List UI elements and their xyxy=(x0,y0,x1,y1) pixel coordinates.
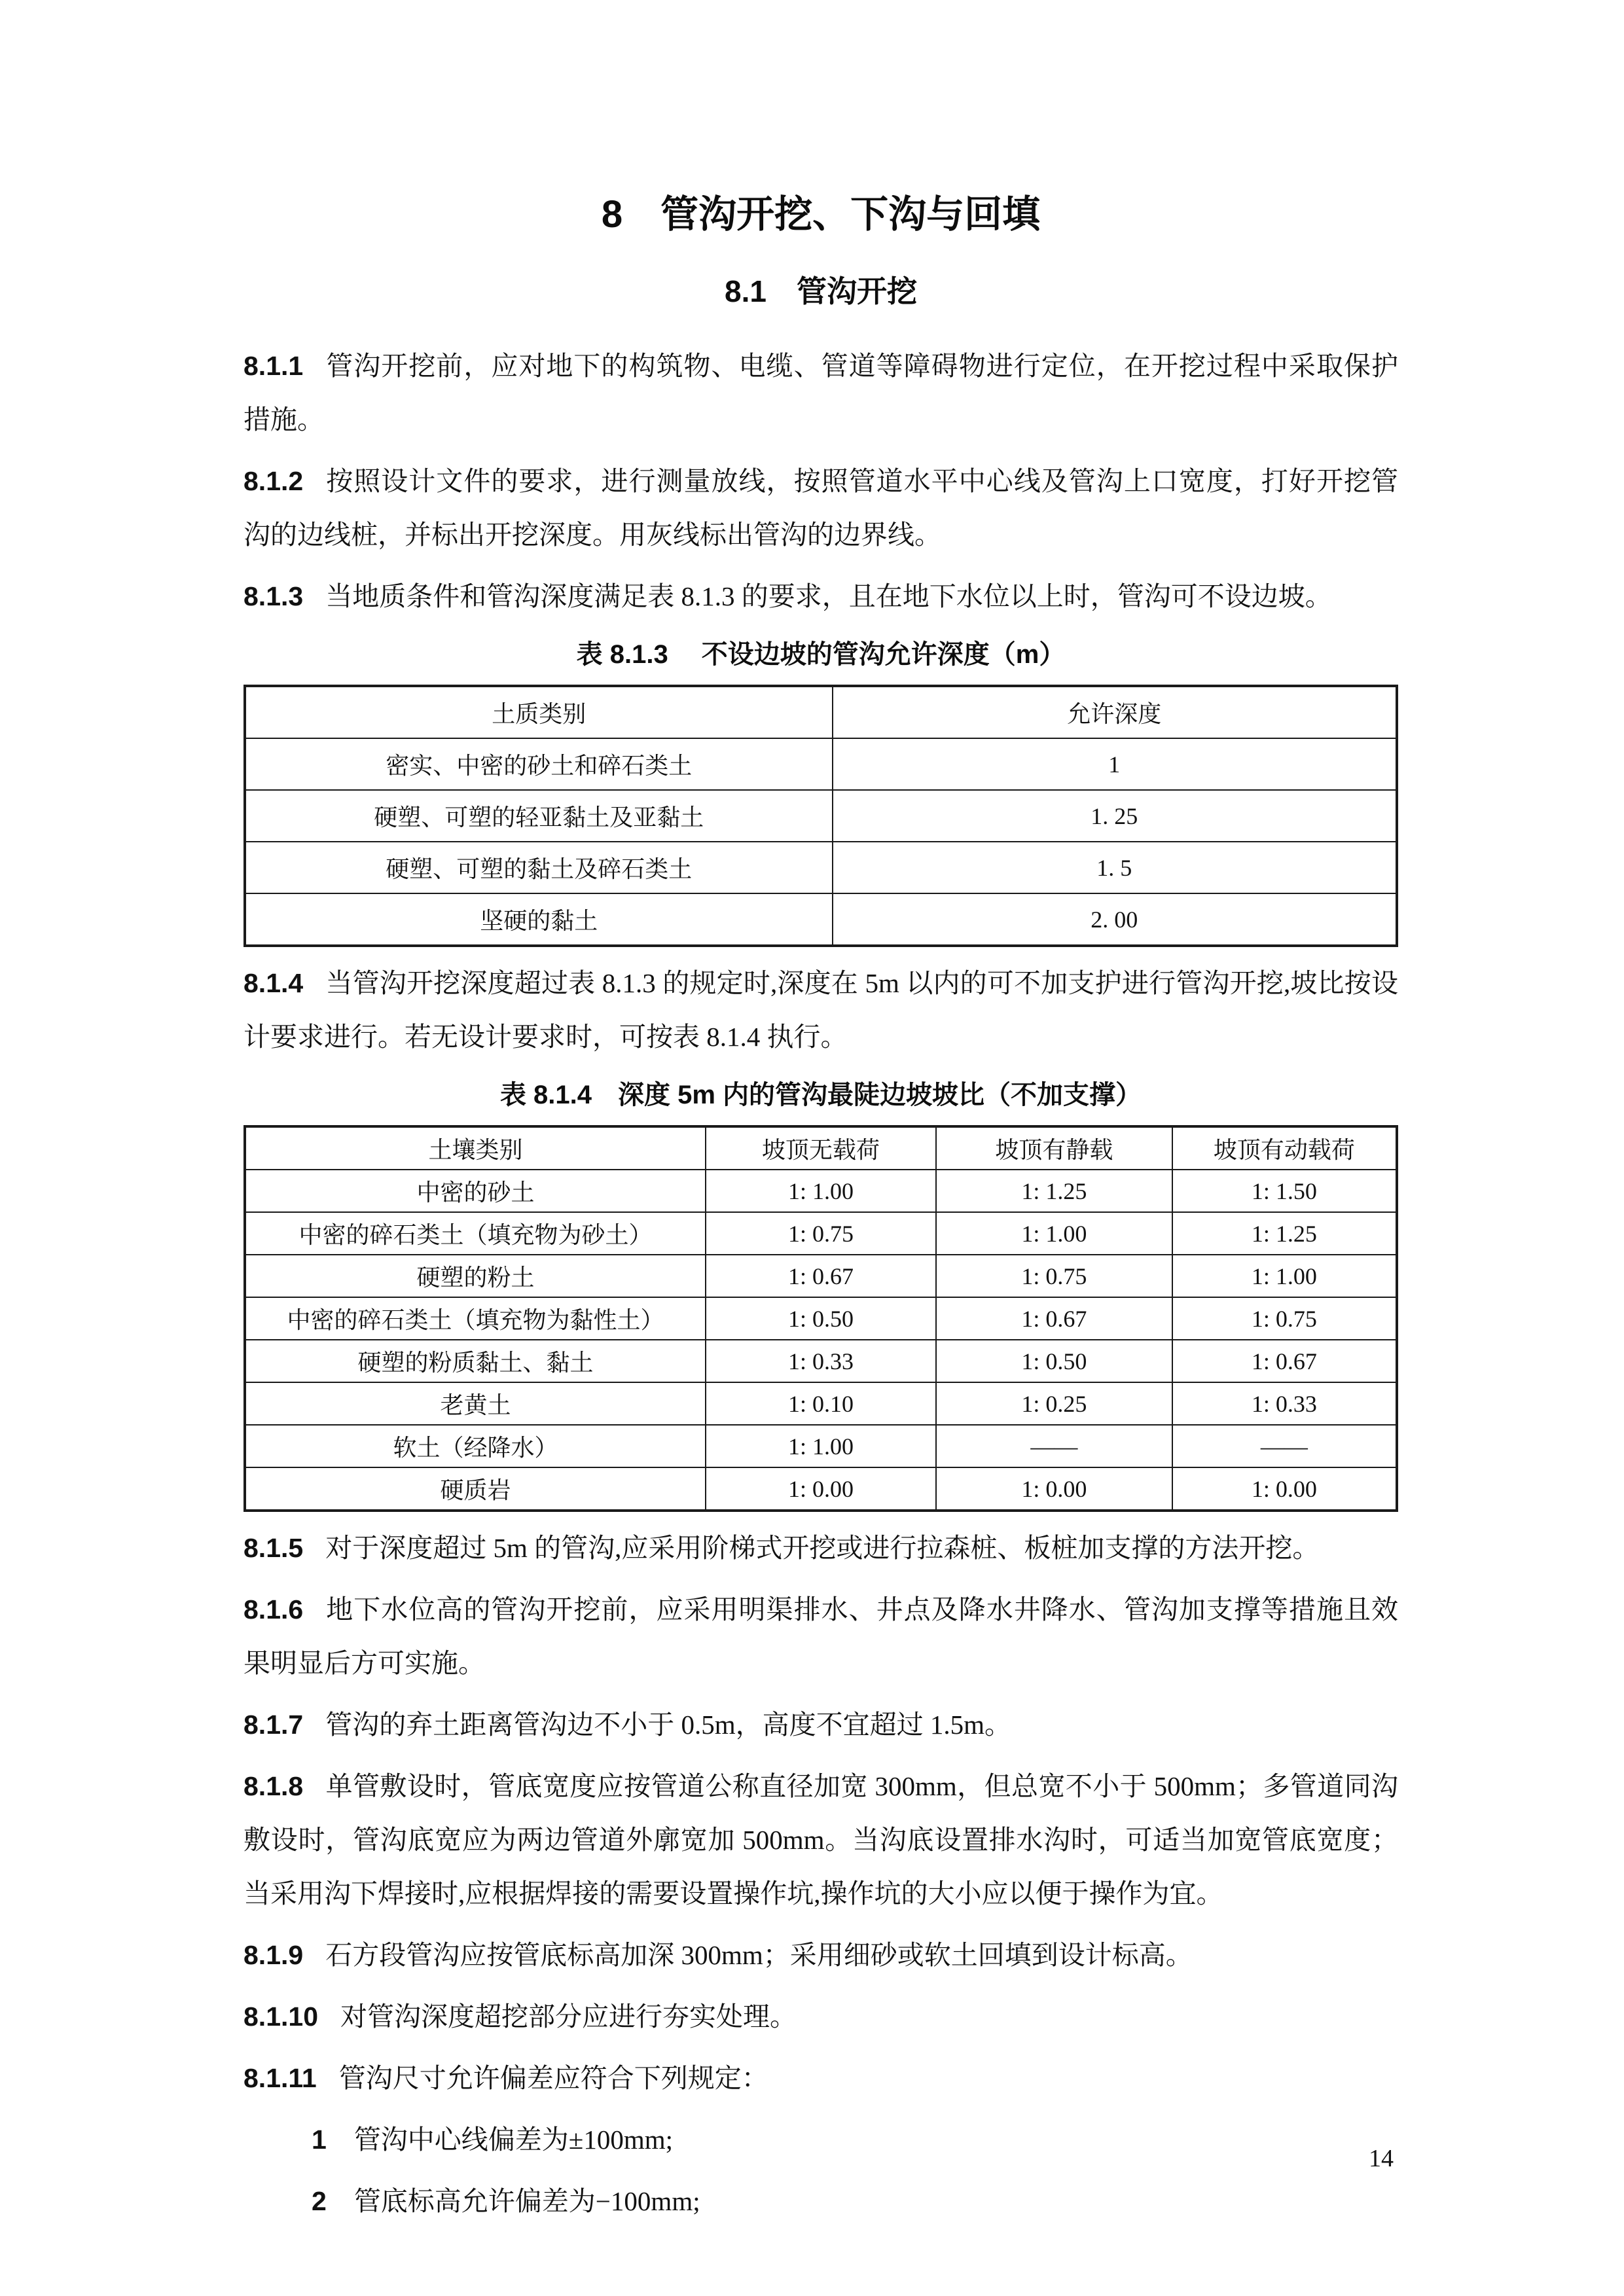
table-cell: 1: 1.00 xyxy=(706,1425,936,1467)
clause-number: 8.1.8 xyxy=(244,1771,304,1801)
clause-number: 8.1.11 xyxy=(244,2063,317,2093)
table-row xyxy=(245,1255,1397,1297)
subclause-text: 管沟中心线偏差为±100mm; xyxy=(353,2125,673,2155)
clause-8-1-3 xyxy=(244,569,1398,623)
table-row xyxy=(245,1425,1397,1467)
clause-text: 对于深度超过 5m 的管沟,应采用阶梯式开挖或进行拉森桩、板桩加支撑的方法开挖。 xyxy=(325,1533,1320,1563)
table-cell: 1: 0.00 xyxy=(936,1467,1172,1511)
clause-8-1-8 xyxy=(244,1759,1398,1920)
table-8-1-4-caption: 表 8.1.4 深度 5m 内的管沟最陡边坡坡比（不加支撑） xyxy=(499,1081,1142,1109)
table-cell: 1: 0.50 xyxy=(706,1297,936,1340)
table-cell: 硬塑的粉质黏土、黏土 xyxy=(245,1340,706,1382)
table-cell: 软土（经降水） xyxy=(245,1425,706,1467)
table-row xyxy=(245,1467,1397,1511)
table-cell: 1: 0.33 xyxy=(1172,1382,1397,1425)
clause-number: 8.1.9 xyxy=(244,1940,304,1970)
table-row xyxy=(245,842,1397,893)
subclause-text: 管底标高允许偏差为−100mm; xyxy=(353,2186,700,2216)
table-cell: 1: 1.00 xyxy=(706,1170,936,1212)
clause-8-1-1 xyxy=(244,339,1398,446)
table-header-cell: 允许深度 xyxy=(833,686,1397,738)
table-cell: 1: 0.25 xyxy=(936,1382,1172,1425)
clause-8-1-4 xyxy=(244,956,1398,1064)
clause-number: 8.1.6 xyxy=(244,1594,304,1624)
clause-text: 石方段管沟应按管底标高加深 300mm；采用细砂或软土回填到设计标高。 xyxy=(325,1940,1193,1970)
table-cell: 1 xyxy=(833,738,1397,790)
clause-text: 单管敷设时，管底宽度应按管道公称直径加宽 300mm，但总宽不小于 500mm；多管道同沟敷设时，管沟底宽应为两边管道外廓宽加 500mm。当沟底设置排水沟时，可适当加宽管底宽度；当采用沟下焊接时,应根据焊接的需要设置操作坑,操作坑的大小应以便于操作为宜。 xyxy=(244,1771,1398,1909)
subclause-1 xyxy=(244,2113,1398,2166)
clause-number: 8.1.7 xyxy=(244,1710,304,1740)
section-heading: 8.1 管沟开挖 xyxy=(725,274,917,308)
table-header-cell: 土壤类别 xyxy=(245,1126,706,1170)
table-cell: 2. 00 xyxy=(833,893,1397,946)
table-cell: —— xyxy=(936,1425,1172,1467)
subclause-2 xyxy=(244,2174,1398,2228)
page-number: 14 xyxy=(1369,2145,1394,2172)
clause-text: 管沟的弃土距离管沟边不小于 0.5m，高度不宜超过 1.5m。 xyxy=(325,1710,1011,1740)
table-cell: 1: 1.25 xyxy=(1172,1212,1397,1255)
table-cell: 1: 1.00 xyxy=(936,1212,1172,1255)
table-8-1-3 xyxy=(244,685,1398,947)
clause-8-1-5 xyxy=(244,1521,1398,1575)
table-cell: 1: 0.67 xyxy=(706,1255,936,1297)
table-row xyxy=(245,1297,1397,1340)
table-cell: 1: 1.50 xyxy=(1172,1170,1397,1212)
table-cell: 密实、中密的砂土和碎石类土 xyxy=(245,738,833,790)
table-row xyxy=(245,1212,1397,1255)
table-cell: 硬塑、可塑的黏土及碎石类土 xyxy=(245,842,833,893)
clause-text: 管沟尺寸允许偏差应符合下列规定： xyxy=(338,2063,768,2093)
table-cell: 老黄土 xyxy=(245,1382,706,1425)
table-cell: 1: 1.25 xyxy=(936,1170,1172,1212)
table-8-1-3-caption: 表 8.1.3 不设边坡的管沟允许深度（m） xyxy=(576,640,1066,669)
clause-8-1-7 xyxy=(244,1698,1398,1751)
table-row xyxy=(245,738,1397,790)
table-cell: 硬塑的粉土 xyxy=(245,1255,706,1297)
table-header-row xyxy=(245,1126,1397,1170)
table-header-cell: 土质类别 xyxy=(245,686,833,738)
table-row xyxy=(245,1382,1397,1425)
table-cell: 1: 0.50 xyxy=(936,1340,1172,1382)
table-cell: 1: 0.75 xyxy=(706,1212,936,1255)
table-row xyxy=(245,893,1397,946)
table-cell: 中密的碎石类土（填充物为砂土） xyxy=(245,1212,706,1255)
table-header-cell: 坡顶有静载 xyxy=(936,1126,1172,1170)
table-row xyxy=(245,790,1397,842)
clause-8-1-2 xyxy=(244,454,1398,562)
clause-text: 当地质条件和管沟深度满足表 8.1.3 的要求，且在地下水位以上时，管沟可不设边坡。 xyxy=(325,581,1332,611)
table-cell: —— xyxy=(1172,1425,1397,1467)
table-cell: 硬塑、可塑的轻亚黏土及亚黏土 xyxy=(245,790,833,842)
clause-number: 8.1.2 xyxy=(244,466,304,496)
table-8-1-4 xyxy=(244,1125,1398,1512)
table-cell: 1. 5 xyxy=(833,842,1397,893)
table-cell: 1: 0.10 xyxy=(706,1382,936,1425)
clause-text: 管沟开挖前，应对地下的构筑物、电缆、管道等障碍物进行定位，在开挖过程中采取保护措施。 xyxy=(244,351,1398,435)
table-cell: 1: 0.75 xyxy=(936,1255,1172,1297)
table-cell: 硬质岩 xyxy=(245,1467,706,1511)
table-cell: 坚硬的黏土 xyxy=(245,893,833,946)
clause-number: 8.1.4 xyxy=(244,968,304,998)
subclause-number: 1 xyxy=(312,2125,327,2155)
table-row xyxy=(245,1340,1397,1382)
table-cell: 1: 0.67 xyxy=(1172,1340,1397,1382)
table-cell: 1: 0.00 xyxy=(706,1467,936,1511)
table-cell: 1: 0.75 xyxy=(1172,1297,1397,1340)
clause-text: 按照设计文件的要求，进行测量放线，按照管道水平中心线及管沟上口宽度，打好开挖管沟的边线桩，并标出开挖深度。用灰线标出管沟的边界线。 xyxy=(244,466,1398,550)
table-row xyxy=(245,1170,1397,1212)
subclause-number: 2 xyxy=(312,2186,327,2216)
table-header-row xyxy=(245,686,1397,738)
clause-number: 8.1.10 xyxy=(244,2001,318,2032)
chapter-heading: 8 管沟开挖、下沟与回填 xyxy=(601,193,1041,236)
clause-text: 当管沟开挖深度超过表 8.1.3 的规定时,深度在 5m 以内的可不加支护进行管沟开挖,坡比按设计要求进行。若无设计要求时，可按表 8.1.4 执行。 xyxy=(244,968,1398,1052)
table-header-cell: 坡顶无载荷 xyxy=(706,1126,936,1170)
clause-8-1-11 xyxy=(244,2051,1398,2105)
clause-number: 8.1.3 xyxy=(244,581,304,611)
table-cell: 1: 1.00 xyxy=(1172,1255,1397,1297)
clause-8-1-10 xyxy=(244,1990,1398,2043)
clause-8-1-9 xyxy=(244,1928,1398,1982)
clause-text: 对管沟深度超挖部分应进行夯实处理。 xyxy=(340,2001,797,2032)
table-cell: 1: 0.67 xyxy=(936,1297,1172,1340)
clause-8-1-6 xyxy=(244,1583,1398,1690)
clause-number: 8.1.5 xyxy=(244,1533,304,1563)
table-cell: 中密的碎石类土（填充物为黏性土） xyxy=(245,1297,706,1340)
clause-number: 8.1.1 xyxy=(244,351,304,381)
table-cell: 中密的砂土 xyxy=(245,1170,706,1212)
clause-text: 地下水位高的管沟开挖前，应采用明渠排水、井点及降水井降水、管沟加支撑等措施且效果明显后方可实施。 xyxy=(244,1594,1398,1678)
table-cell: 1: 0.00 xyxy=(1172,1467,1397,1511)
table-cell: 1: 0.33 xyxy=(706,1340,936,1382)
table-cell: 1. 25 xyxy=(833,790,1397,842)
table-header-cell: 坡顶有动载荷 xyxy=(1172,1126,1397,1170)
